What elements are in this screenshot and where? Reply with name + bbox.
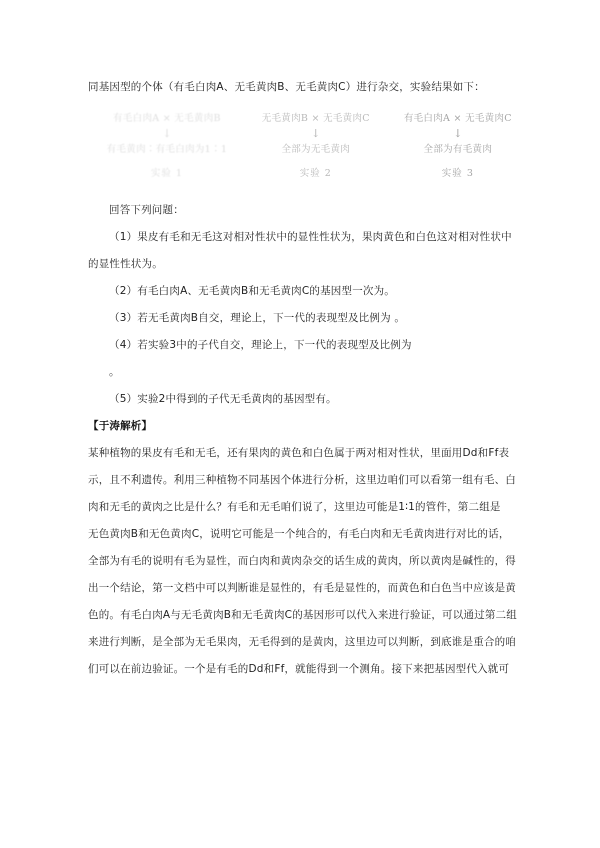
analysis-header: 【于涛解析】 [88,420,153,432]
experiment-2-result: 全部为无毛黄肉 [281,144,351,155]
questions-header: 回答下列问题： [109,204,184,216]
experiment-2-cross: 无毛黄肉B × 无毛黄肉C [261,113,370,124]
analysis-line: 色的。有毛白肉A与无毛黄肉B和无毛黄肉C的基因形可以代入来进行验证，可以通过第二组 [88,609,517,621]
question-5 [88,386,530,413]
question-3 [88,305,530,332]
question-1 [88,224,530,278]
experiment-3-cross: 有毛白肉A × 无毛黄肉C [403,113,512,124]
analysis-line: 示，且不利遗传。利用三种植物不同基因个体进行分析，这里边咱们可以看第一组有毛、白 [88,474,516,486]
question-5-line-1: （5）实验2中得到的子代无毛黄肉的基因型有。 [109,393,337,405]
question-4-terminator: 。 [109,366,120,378]
analysis-line: 全部为有毛的说明有毛为显性，而白肉和黄肉杂交的话生成的黄肉，所以黄肉是碱性的，得 [88,555,516,567]
experiment-3-result: 全部为有毛黄肉 [423,144,493,155]
analysis-line: 某种植物的果皮有毛和无毛，还有果肉的黄色和白色属于两对相对性状，里面用Dd和Ff表 [88,447,510,459]
analysis-line: 来进行判断，是全部为无毛果肉，无毛得到的是黄肉，这里边可以判断，到底谁是重合的咱 [88,636,516,648]
question-2-line-1: （2）有毛白肉A、无毛黄肉B和无毛黄肉C的基因型一次为。 [109,285,395,297]
experiment-1-label: 实验 1 [150,168,183,179]
intro-paragraph: 同基因型的个体（有毛白肉A、无毛黄肉B、无毛黄肉C）进行杂交，实验结果如下： [88,81,485,93]
analysis-body [88,440,530,683]
down-arrow-icon: ↓ [162,127,172,140]
analysis-line: 出一个结论，第一文档中可以判断谁是显性的，有毛是显性的，而黄色和白色当中应该是黄 [88,582,516,594]
down-arrow-icon: ↓ [453,127,463,140]
experiment-diagram [88,111,530,189]
experiment-column-1 [88,111,246,181]
down-arrow-icon: ↓ [311,127,321,140]
question-1-line-1: （1）果皮有毛和无毛这对相对性状中的显性性状为，果肉黄色和白色这对相对性状中 [109,231,512,243]
experiment-1-result: 有毛黄肉∶有毛白肉为1∶1 [106,144,228,155]
analysis-line: 们可以在前边验证。一个是有毛的Dd和Ff，就能得到一个测角。接下来把基因型代入就可 [88,663,510,675]
question-1-line-2: 的显性性状为。 [88,258,163,270]
experiment-1-cross: 有毛白肉A × 无毛黄肉B [113,113,221,124]
question-3-line-1: （3）若无毛黄肉B自交，理论上，下一代的表现型及比例为 。 [109,312,406,324]
question-2 [88,278,530,305]
analysis-line: 无色黄肉B和无色黄肉C，说明它可能是一个纯合的，有毛白肉和无毛黄肉进行对比的话， [88,528,510,540]
question-4-line-1: （4）若实验3中的子代自交，理论上，下一代的表现型及比例为 [109,339,412,351]
experiment-3-label: 实验 3 [441,168,474,179]
analysis-line: 肉和无毛的黄肉之比是什么？有毛和无毛咱们说了，这里边可能是1∶1的管件，第二组是 [88,501,501,513]
experiment-2-label: 实验 2 [299,168,332,179]
question-4 [88,332,530,359]
experiment-column-3 [386,111,530,181]
experiment-column-2 [246,111,386,181]
